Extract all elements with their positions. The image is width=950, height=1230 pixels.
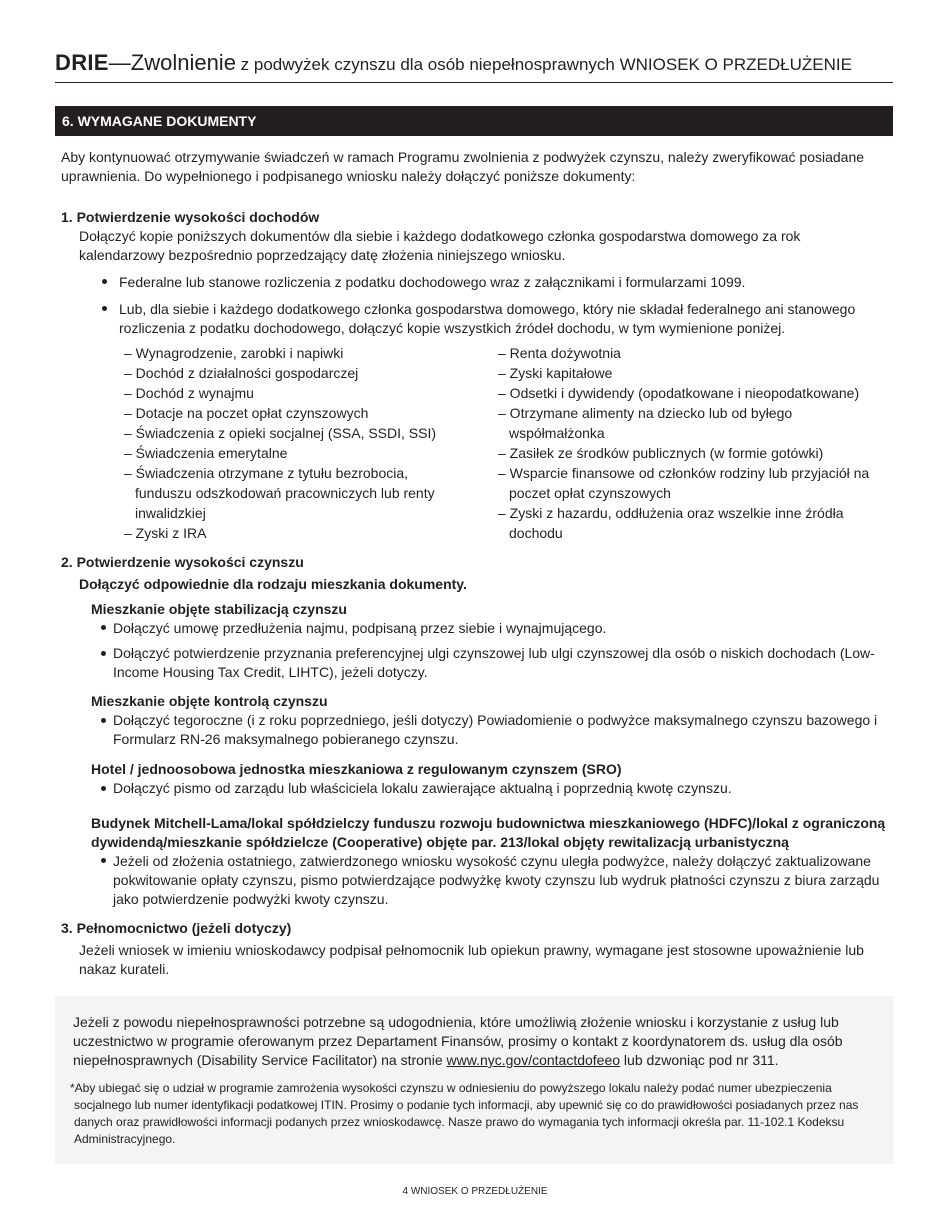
header-title-rest: z podwyżek czynszu dla osób niepełnosprawnych WNIOSEK O PRZEDŁUŻENIE bbox=[235, 55, 852, 74]
bullet-dot bbox=[101, 625, 106, 630]
income-list-left bbox=[124, 343, 464, 543]
list-item: – Zasiłek ze środków publicznych (w formie gotówki) bbox=[498, 445, 824, 461]
list-item: – Odsetki i dywidendy (opodatkowane i nieopodatkowane) bbox=[498, 385, 860, 401]
sro-heading: Hotel / jednoosobowa jednostka mieszkaniowa z regulowanym czynszem (SRO) bbox=[91, 761, 622, 777]
header-dash: — bbox=[108, 50, 131, 75]
list-item: – Świadczenia emerytalne bbox=[124, 445, 288, 461]
bullet-dot bbox=[101, 858, 106, 863]
list-item: – Zyski z IRA bbox=[124, 525, 207, 541]
page-footer: 4 WNIOSEK O PRZEDŁUŻENIE bbox=[402, 1186, 548, 1197]
list-item: – Otrzymane alimenty na dziecko lub od byłego współmałżonka bbox=[498, 405, 793, 441]
accessibility-note-box bbox=[55, 996, 893, 1164]
list-item: – Zyski kapitałowe bbox=[498, 365, 613, 381]
list-item: – Świadczenia z opieki socjalnej (SSA, SSDI, SSI) bbox=[124, 425, 437, 441]
rent-stabilized-bullet2: Dołączyć potwierdzenie przyznania preferencyjnej ulgi czynszowej lub ulgi czynszowej dla osób o niskich dochodach (Low-Income Housing Tax Credit, LIHTC), jeżeli dotyczy. bbox=[113, 645, 875, 680]
item1-text: Dołączyć kopie poniższych dokumentów dla siebie i każdego dodatkowego członka gospodarstwa domowego za rok kalendarzowy bezpośrednio poprzedzający datę złożenia niniejszego wniosku. bbox=[79, 228, 801, 263]
mitchell-lama-heading: Budynek Mitchell-Lama/lokal spółdzielczy funduszu rozwoju budownictwa mieszkaniowego (HDFC)/lokal z ograniczoną dywidendą/mieszkanie spółdzielcze (Cooperative) objęte par. 213/lokal objęty rewitalizacją urbanistyczną bbox=[91, 815, 886, 850]
note-text-before: Jeżeli z powodu niepełnosprawności potrzebne są udogodnienia, które umożliwią złożenie wniosku i korzystanie z usług lub uczestnictwo w programie oferowanym przez Departament Finansów, prosimy o kontakt z koordynatorem ds. usług dla osób niepełnosprawnych (Disability Service Facilitator) na stronie bbox=[73, 1014, 843, 1068]
accessibility-note bbox=[73, 1013, 873, 1070]
page-header bbox=[55, 50, 893, 83]
rent-stabilized-bullet1: Dołączyć umowę przedłużenia najmu, podpisaną przez siebie i wynajmującego. bbox=[113, 620, 607, 636]
item1-bullet1: Federalne lub stanowe rozliczenia z podatku dochodowego wraz z załącznikami i formularzami 1099. bbox=[119, 274, 746, 290]
section-intro: Aby kontynuować otrzymywanie świadczeń w ramach Programu zwolnienia z podwyżek czynszu, należy zweryfikować posiadane uprawnienia. Do wypełnionego i podpisanego wniosku należy dołączyć poniższe dokumenty: bbox=[61, 149, 865, 184]
mitchell-lama-bullet1: Jeżeli od złożenia ostatniego, zatwierdzonego wniosku wysokość czynu uległa podwyżce, należy dołączyć zaktualizowane pokwitowanie opłaty czynszu, pismo potwierdzające podwyżkę kwoty czynszu lub wydruk płatności czynszu z biura zarządu jako potwierdzenie podwyżki kwoty czynszu. bbox=[113, 853, 880, 907]
list-item: – Dochód z działalności gospodarczej bbox=[124, 365, 359, 381]
list-item: – Zyski z hazardu, oddłużenia oraz wszelkie inne źródła dochodu bbox=[498, 505, 844, 541]
item2-subheading: Dołączyć odpowiednie dla rodzaju mieszkania dokumenty. bbox=[79, 576, 467, 592]
ssn-footnote: *Aby ubiegać się o udział w programie zamrożenia wysokości czynszu w odniesieniu do powyższego lokalu należy podać numer ubezpieczenia socjalnego lub numer identyfikacji podatkowej ITIN. Prosimy o podanie tych informacji, aby upewnić się co do prawidłowości posiadanych przez nas danych oraz prawidłowości informacji podanych przez wnioskodawcę. Nasze prawo do wymagania tych informacji określa par. 11-102.1 Kodeksu Administracyjnego. bbox=[70, 1081, 859, 1146]
rent-stabilized-heading: Mieszkanie objęte stabilizacją czynszu bbox=[91, 601, 347, 617]
list-item: – Dotacje na poczet opłat czynszowych bbox=[124, 405, 369, 421]
item1-bullet2: Lub, dla siebie i każdego dodatkowego członka gospodarstwa domowego, który nie składał federalnego ani stanowego rozliczenia z podatku dochodowego, dołączyć kopie wszystkich źródeł dochodu, w tym wymienione poniżej. bbox=[119, 301, 856, 336]
list-item: – Wynagrodzenie, zarobki i napiwki bbox=[124, 345, 344, 361]
note-text-after: lub dzwoniąc pod nr 311. bbox=[620, 1052, 779, 1068]
item1-heading: 1. Potwierdzenie wysokości dochodów bbox=[61, 209, 320, 225]
list-item: – Renta dożywotnia bbox=[498, 345, 621, 361]
contact-link[interactable]: www.nyc.gov/contactdofeeo bbox=[446, 1052, 621, 1068]
rent-controlled-bullet1: Dołączyć tegoroczne (i z roku poprzedniego, jeśli dotyczy) Powiadomienie o podwyżce maksymalnego czynszu bazowego i Formularz RN-26 maksymalnego pobieranego czynszu. bbox=[113, 712, 878, 747]
sro-bullet1: Dołączyć pismo od zarządu lub właściciela lokalu zawierające aktualną i poprzednią kwotę czynszu. bbox=[113, 780, 732, 796]
bullet-dot bbox=[101, 786, 106, 791]
bullet-dot bbox=[101, 718, 106, 723]
section-title-bar: 6. WYMAGANE DOKUMENTY bbox=[55, 106, 893, 136]
item2-heading: 2. Potwierdzenie wysokości czynszu bbox=[61, 554, 304, 570]
list-item: – Świadczenia otrzymane z tytułu bezrobocia, funduszu odszkodowań pracowniczych lub renty inwalidzkiej bbox=[124, 465, 435, 521]
income-list-right bbox=[498, 343, 878, 543]
brand-name: DRIE bbox=[55, 50, 109, 75]
item3-text: Jeżeli wniosek w imieniu wnioskodawcy podpisał pełnomocnik lub opiekun prawny, wymagane jest stosowne upoważnienie lub nakaz kurateli. bbox=[79, 942, 864, 977]
header-title-main: Zwolnienie bbox=[130, 50, 236, 75]
bullet-dot bbox=[101, 651, 106, 656]
rent-controlled-heading: Mieszkanie objęte kontrolą czynszu bbox=[91, 693, 328, 709]
item3-heading: 3. Pełnomocnictwo (jeżeli dotyczy) bbox=[61, 920, 292, 936]
list-item: – Wsparcie finansowe od członków rodziny lub przyjaciół na poczet opłat czynszowych bbox=[498, 465, 870, 501]
list-item: – Dochód z wynajmu bbox=[124, 385, 254, 401]
bullet-dot bbox=[102, 279, 107, 284]
bullet-dot bbox=[102, 306, 107, 311]
